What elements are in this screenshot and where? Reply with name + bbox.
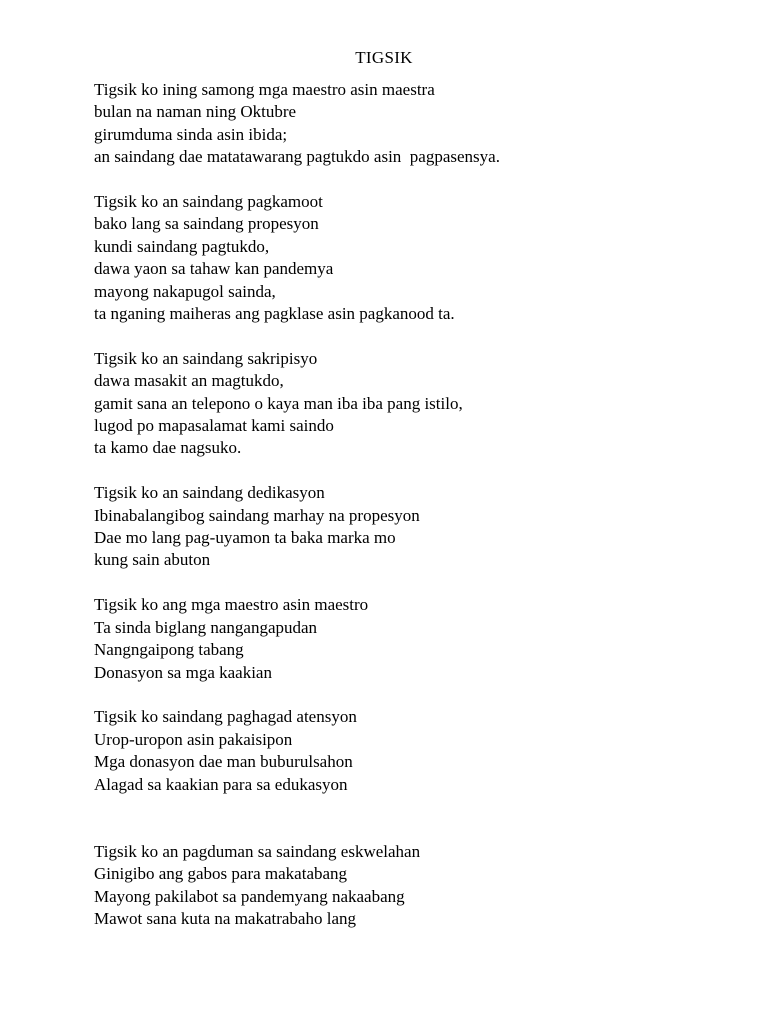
poem-line: Mga donasyon dae man buburulsahon bbox=[94, 752, 353, 772]
poem-line: ta kamo dae nagsuko. bbox=[94, 438, 242, 458]
poem-line: Tigsik ko saindang paghagad atensyon bbox=[94, 707, 357, 727]
poem-line: Nangngaipong tabang bbox=[94, 640, 244, 660]
poem-line: Tigsik ko ang mga maestro asin maestro bbox=[94, 595, 369, 615]
stanza-2 bbox=[94, 191, 734, 325]
poem-line: lugod po mapasalamat kami saindo bbox=[94, 416, 334, 436]
poem-line: Ta sinda biglang nangangapudan bbox=[94, 617, 318, 637]
poem-line: Ibinabalangibog saindang marhay na propesyon bbox=[94, 505, 420, 525]
poem-line: gamit sana an telepono o kaya man iba iba pang istilo, bbox=[94, 393, 463, 413]
poem-line: Alagad sa kaakian para sa edukasyon bbox=[94, 774, 348, 794]
stanza-3 bbox=[94, 348, 734, 460]
poem-line: Tigsik ko an saindang pagkamoot bbox=[94, 192, 323, 212]
poem-line: kung sain abuton bbox=[94, 550, 211, 570]
poem-line: bulan na naman ning Oktubre bbox=[94, 102, 297, 122]
poem-line: Tigsik ko an saindang sakripisyo bbox=[94, 348, 318, 368]
poem-line: dawa yaon sa tahaw kan pandemya bbox=[94, 259, 334, 279]
stanza-5 bbox=[94, 594, 734, 684]
poem-line: Mawot sana kuta na makatrabaho lang bbox=[94, 908, 356, 928]
poem-line: Tigsik ko an saindang dedikasyon bbox=[94, 483, 325, 503]
poem-line: girumduma sinda asin ibida; bbox=[94, 124, 288, 144]
stanza-7 bbox=[94, 841, 734, 931]
poem-line: an saindang dae matatawarang pagtukdo asin pagpasensya. bbox=[94, 147, 500, 167]
poem-line: Mayong pakilabot sa pandemyang nakaabang bbox=[94, 886, 405, 906]
stanza-1 bbox=[94, 79, 734, 169]
poem-line: mayong nakapugol sainda, bbox=[94, 281, 276, 301]
poem-title: TIGSIK bbox=[355, 48, 413, 67]
poem-line: Dae mo lang pag-uyamon ta baka marka mo bbox=[94, 528, 396, 548]
poem-line: ta nganing maiheras ang pagklase asin pagkanood ta. bbox=[94, 304, 455, 324]
poem-line: Urop-uropon asin pakaisipon bbox=[94, 729, 293, 749]
stanza-4 bbox=[94, 482, 734, 572]
poem-line: bako lang sa saindang propesyon bbox=[94, 214, 319, 234]
poem-line: Tigsik ko an pagduman sa saindang eskwelahan bbox=[94, 841, 421, 861]
poem-line: Donasyon sa mga kaakian bbox=[94, 662, 272, 682]
poem-line: Ginigibo ang gabos para makatabang bbox=[94, 864, 348, 884]
poem-line: Tigsik ko ining samong mga maestro asin maestra bbox=[94, 80, 435, 99]
poem-line: kundi saindang pagtukdo, bbox=[94, 236, 270, 256]
poem-body bbox=[94, 79, 734, 930]
poem-line: dawa masakit an magtukdo, bbox=[94, 371, 284, 391]
stanza-6 bbox=[94, 706, 734, 796]
